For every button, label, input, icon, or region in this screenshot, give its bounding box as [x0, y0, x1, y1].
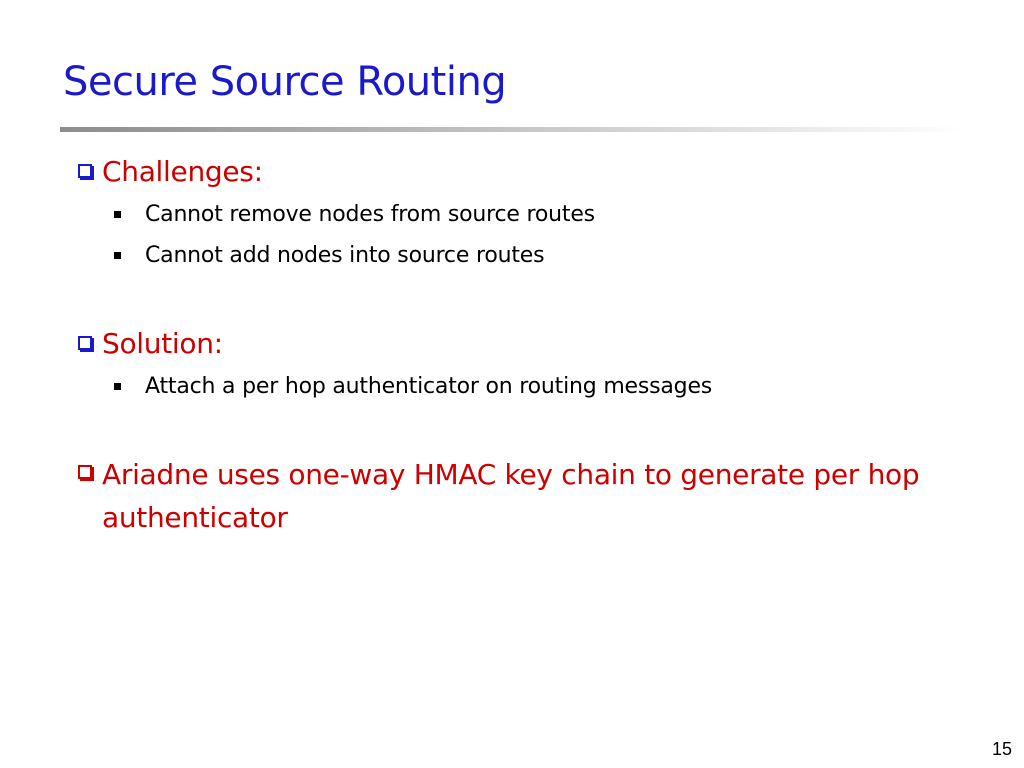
title-divider	[60, 127, 965, 132]
sub-bullet	[114, 200, 595, 230]
checkbox-bullet-icon	[78, 465, 92, 479]
square-bullet-icon	[114, 211, 121, 218]
sub-bullet	[114, 372, 712, 402]
section-heading: Ariadne uses one-way HMAC key chain to generate per hop authenticator	[102, 458, 920, 534]
checkbox-bullet-icon	[78, 336, 92, 350]
bullet-challenges	[78, 152, 263, 192]
bullet-solution	[78, 324, 223, 364]
sub-bullet-text: Attach a per hop authenticator on routing messages	[145, 374, 713, 399]
square-bullet-icon	[114, 252, 121, 259]
bullet-ariadne	[78, 453, 922, 539]
section-heading: Challenges:	[102, 155, 263, 188]
page-number: 15	[991, 739, 1012, 759]
sub-bullet-text: Cannot add nodes into source routes	[145, 243, 545, 268]
sub-bullet	[114, 241, 544, 271]
slide-title: Secure Source Routing	[63, 59, 507, 105]
square-bullet-icon	[114, 383, 121, 390]
checkbox-bullet-icon	[78, 164, 92, 178]
section-heading: Solution:	[102, 327, 223, 360]
sub-bullet-text: Cannot remove nodes from source routes	[145, 202, 595, 227]
